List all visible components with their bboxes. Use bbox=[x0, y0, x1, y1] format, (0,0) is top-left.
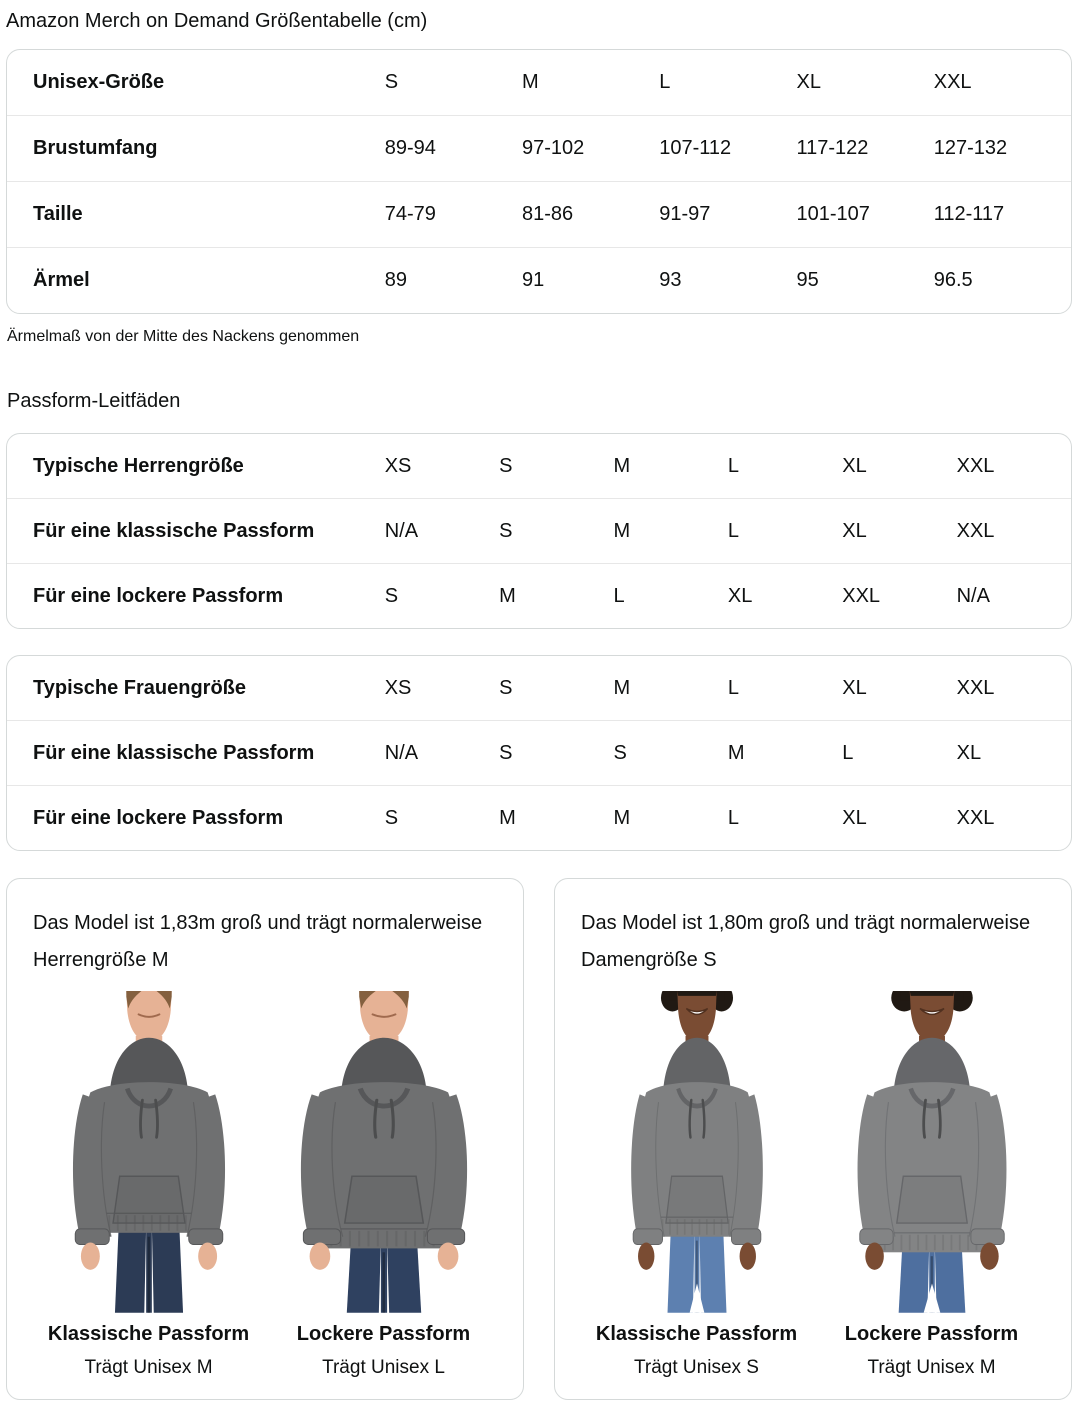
size-value: 107-112 bbox=[659, 137, 732, 159]
fit-value: XL bbox=[842, 676, 867, 699]
fit-value: XL bbox=[842, 806, 867, 829]
fit-value: S bbox=[613, 741, 627, 764]
size-value: 96.5 bbox=[933, 269, 973, 291]
model-figure-classic bbox=[579, 991, 814, 1379]
fit-value: XL bbox=[727, 584, 753, 607]
size-table-row-waist bbox=[7, 181, 1071, 247]
fit-caption: Lockere Passform bbox=[844, 1323, 1019, 1345]
fit-value: S bbox=[499, 454, 513, 477]
fit-value: S bbox=[384, 584, 399, 607]
size-table-row-chest bbox=[7, 115, 1071, 181]
size-value: 101-107 bbox=[796, 203, 870, 225]
fit-value: S bbox=[384, 806, 399, 829]
sleeve-measure-note: Ärmelmaß von der Mitte des Nackens genommen bbox=[7, 328, 360, 345]
model-description: Das Model ist 1,83m groß und trägt normalerweise Herrengröße M bbox=[33, 912, 483, 971]
fit-value: XXL bbox=[956, 676, 995, 699]
size-value: 127-132 bbox=[933, 137, 1008, 159]
fit-value: XL bbox=[956, 741, 982, 764]
size-value: 74-79 bbox=[384, 203, 436, 225]
fit-value: XXL bbox=[956, 806, 995, 829]
fit-value: N/A bbox=[384, 519, 419, 542]
fit-value: XXL bbox=[956, 519, 995, 542]
fit-value: M bbox=[499, 584, 516, 607]
row-label: Für eine klassische Passform bbox=[33, 741, 315, 764]
fit-value: XL bbox=[842, 454, 867, 477]
fit-size-worn: Trägt Unisex L bbox=[322, 1357, 445, 1378]
fit-value: M bbox=[613, 676, 631, 699]
fit-table-row bbox=[7, 785, 1071, 850]
model-description: Das Model ist 1,80m groß und trägt normalerweise Damengröße S bbox=[581, 912, 1031, 971]
size-value: 93 bbox=[659, 269, 682, 291]
fit-value: M bbox=[499, 806, 516, 829]
row-label: Typische Herrengröße bbox=[33, 454, 244, 477]
size-col-header: S bbox=[384, 71, 399, 93]
size-value: 117-122 bbox=[796, 137, 869, 159]
fit-value: XXL bbox=[842, 584, 881, 607]
fit-value: L bbox=[727, 454, 739, 477]
fit-size-worn: Trägt Unisex M bbox=[867, 1357, 996, 1378]
fit-table-row bbox=[7, 563, 1071, 628]
model-photos bbox=[579, 991, 1049, 1379]
row-label: Ärmel bbox=[33, 269, 90, 291]
model-photos bbox=[31, 991, 501, 1379]
fit-value: L bbox=[727, 676, 739, 699]
row-label: Für eine lockere Passform bbox=[33, 806, 284, 829]
size-col-header: M bbox=[521, 71, 539, 93]
fit-table-row bbox=[7, 498, 1071, 563]
fit-value: M bbox=[613, 806, 631, 829]
fit-size-worn: Trägt Unisex S bbox=[634, 1357, 759, 1378]
fit-value: S bbox=[499, 676, 513, 699]
fit-value: XS bbox=[384, 676, 412, 699]
size-value: 97-102 bbox=[521, 137, 585, 159]
men-model-card bbox=[6, 878, 524, 1400]
model-figure-loose bbox=[266, 991, 501, 1379]
model-photo bbox=[580, 991, 814, 1313]
fit-table-row bbox=[7, 656, 1071, 720]
fit-value: N/A bbox=[384, 741, 419, 764]
model-photo bbox=[32, 991, 266, 1313]
page-title: Amazon Merch on Demand Größentabelle (cm) bbox=[6, 10, 428, 32]
fit-value: XXL bbox=[956, 454, 995, 477]
fit-value: S bbox=[499, 741, 513, 764]
size-value: 89 bbox=[384, 269, 407, 291]
row-label: Für eine klassische Passform bbox=[33, 519, 315, 542]
model-figure-classic bbox=[31, 991, 266, 1379]
row-label: Taille bbox=[33, 203, 83, 225]
row-label: Unisex-Größe bbox=[33, 71, 165, 93]
size-table-header-row bbox=[7, 50, 1071, 115]
model-figure-loose bbox=[814, 991, 1049, 1379]
fit-caption: Klassische Passform bbox=[595, 1323, 798, 1345]
size-value: 112-117 bbox=[933, 203, 1005, 225]
fit-value: M bbox=[613, 519, 631, 542]
fit-value: L bbox=[842, 741, 854, 764]
fit-value: N/A bbox=[956, 584, 990, 607]
size-value: 91-97 bbox=[659, 203, 711, 225]
fit-value: S bbox=[499, 519, 513, 542]
fit-value: L bbox=[727, 806, 739, 829]
size-col-header: L bbox=[659, 71, 671, 93]
size-value: 95 bbox=[796, 269, 819, 291]
fit-value: XS bbox=[384, 454, 412, 477]
women-fit-table bbox=[6, 655, 1072, 851]
fit-caption: Klassische Passform bbox=[47, 1323, 250, 1345]
fit-value: L bbox=[727, 519, 739, 542]
fit-value: M bbox=[727, 741, 745, 764]
fit-table-row bbox=[7, 434, 1071, 498]
size-col-header: XL bbox=[796, 71, 821, 93]
row-label: Für eine lockere Passform bbox=[33, 584, 284, 607]
fit-guides-heading: Passform-Leitfäden bbox=[7, 390, 181, 412]
fit-value: XL bbox=[842, 519, 867, 542]
row-label: Brustumfang bbox=[33, 137, 158, 159]
size-col-header: XXL bbox=[933, 71, 972, 93]
fit-caption: Lockere Passform bbox=[296, 1323, 471, 1345]
fit-size-worn: Trägt Unisex M bbox=[84, 1357, 213, 1378]
model-photo bbox=[267, 991, 501, 1313]
fit-value: M bbox=[613, 454, 631, 477]
row-label: Typische Frauengröße bbox=[33, 676, 247, 699]
size-value: 89-94 bbox=[384, 137, 436, 159]
model-cards-row bbox=[6, 878, 1072, 1400]
women-model-card bbox=[554, 878, 1072, 1400]
model-photo bbox=[815, 991, 1049, 1313]
fit-value: L bbox=[613, 584, 625, 607]
size-value: 91 bbox=[521, 269, 545, 291]
men-fit-table bbox=[6, 433, 1072, 629]
size-table-row-sleeve bbox=[7, 247, 1071, 313]
unisex-size-table bbox=[6, 49, 1072, 314]
fit-table-row bbox=[7, 720, 1071, 785]
size-value: 81-86 bbox=[521, 203, 574, 225]
